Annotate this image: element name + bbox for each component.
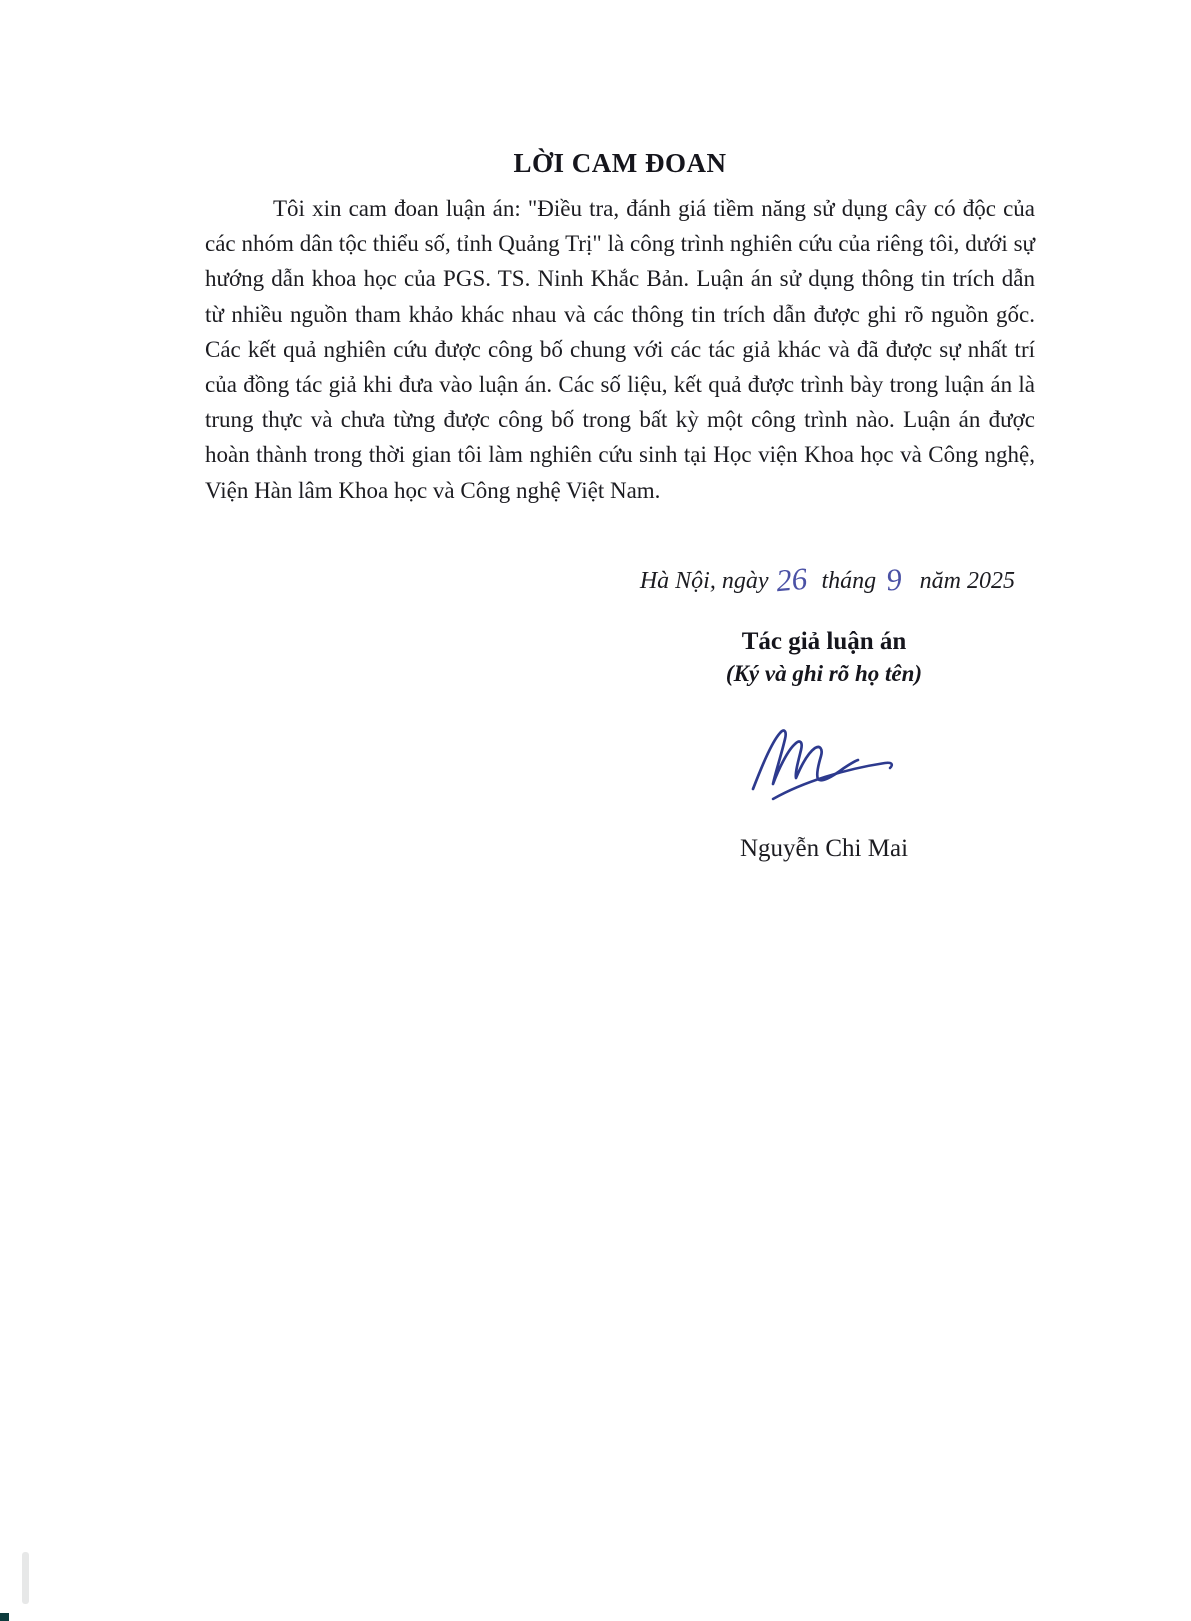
handwritten-day: 26 bbox=[775, 560, 810, 599]
signature-instruction-label: (Ký và ghi rõ họ tên) bbox=[725, 661, 923, 686]
handwritten-month: 9 bbox=[884, 561, 904, 598]
page-title: LỜI CAM ĐOAN bbox=[513, 148, 727, 178]
declaration-paragraph: Tôi xin cam đoan luận án: "Điều tra, đánh giá tiềm năng sử dụng cây có độc của các nhóm dân tộc thiểu số, tỉnh Quảng Trị" là công trình nghiên cứu của riêng tôi, dưới sự hướng dẫn khoa học của PGS. TS. Ninh Khắc Bản. Luận án sử dụng thông tin trích dẫn từ nhiều nguồn tham khảo khác nhau và các thông tin trích dẫn được ghi rõ nguồn gốc. Các kết quả nghiên cứu được công bố chung với các tác giả khác và đã được sự nhất trí của đồng tác giả khi đưa vào luận án. Các số liệu, kết quả được trình bày trong luận án là trung thực và chưa từng được công bố trong bất kỳ một công trình nào. Luận án được hoàn thành trong thời gian tôi làm nghiên cứu sinh tại Học viện Khoa học và Công nghệ, Viện Hàn lâm Khoa học và Công nghệ Việt Nam. bbox=[205, 196, 1035, 503]
date-line bbox=[205, 560, 1035, 599]
handwritten-signature-icon bbox=[745, 725, 903, 805]
signature-role-label: Tác giả luận án bbox=[741, 628, 907, 655]
date-line-prefix: Hà Nội, ngày bbox=[639, 568, 769, 594]
date-line-month-label: tháng bbox=[821, 568, 877, 594]
scan-artifact-corner bbox=[0, 1613, 9, 1621]
date-line-year-label: năm 2025 bbox=[919, 568, 1015, 594]
signature-block bbox=[613, 628, 1035, 863]
author-name: Nguyễn Chi Mai bbox=[739, 835, 909, 862]
scan-artifact-smudge bbox=[22, 1552, 29, 1604]
